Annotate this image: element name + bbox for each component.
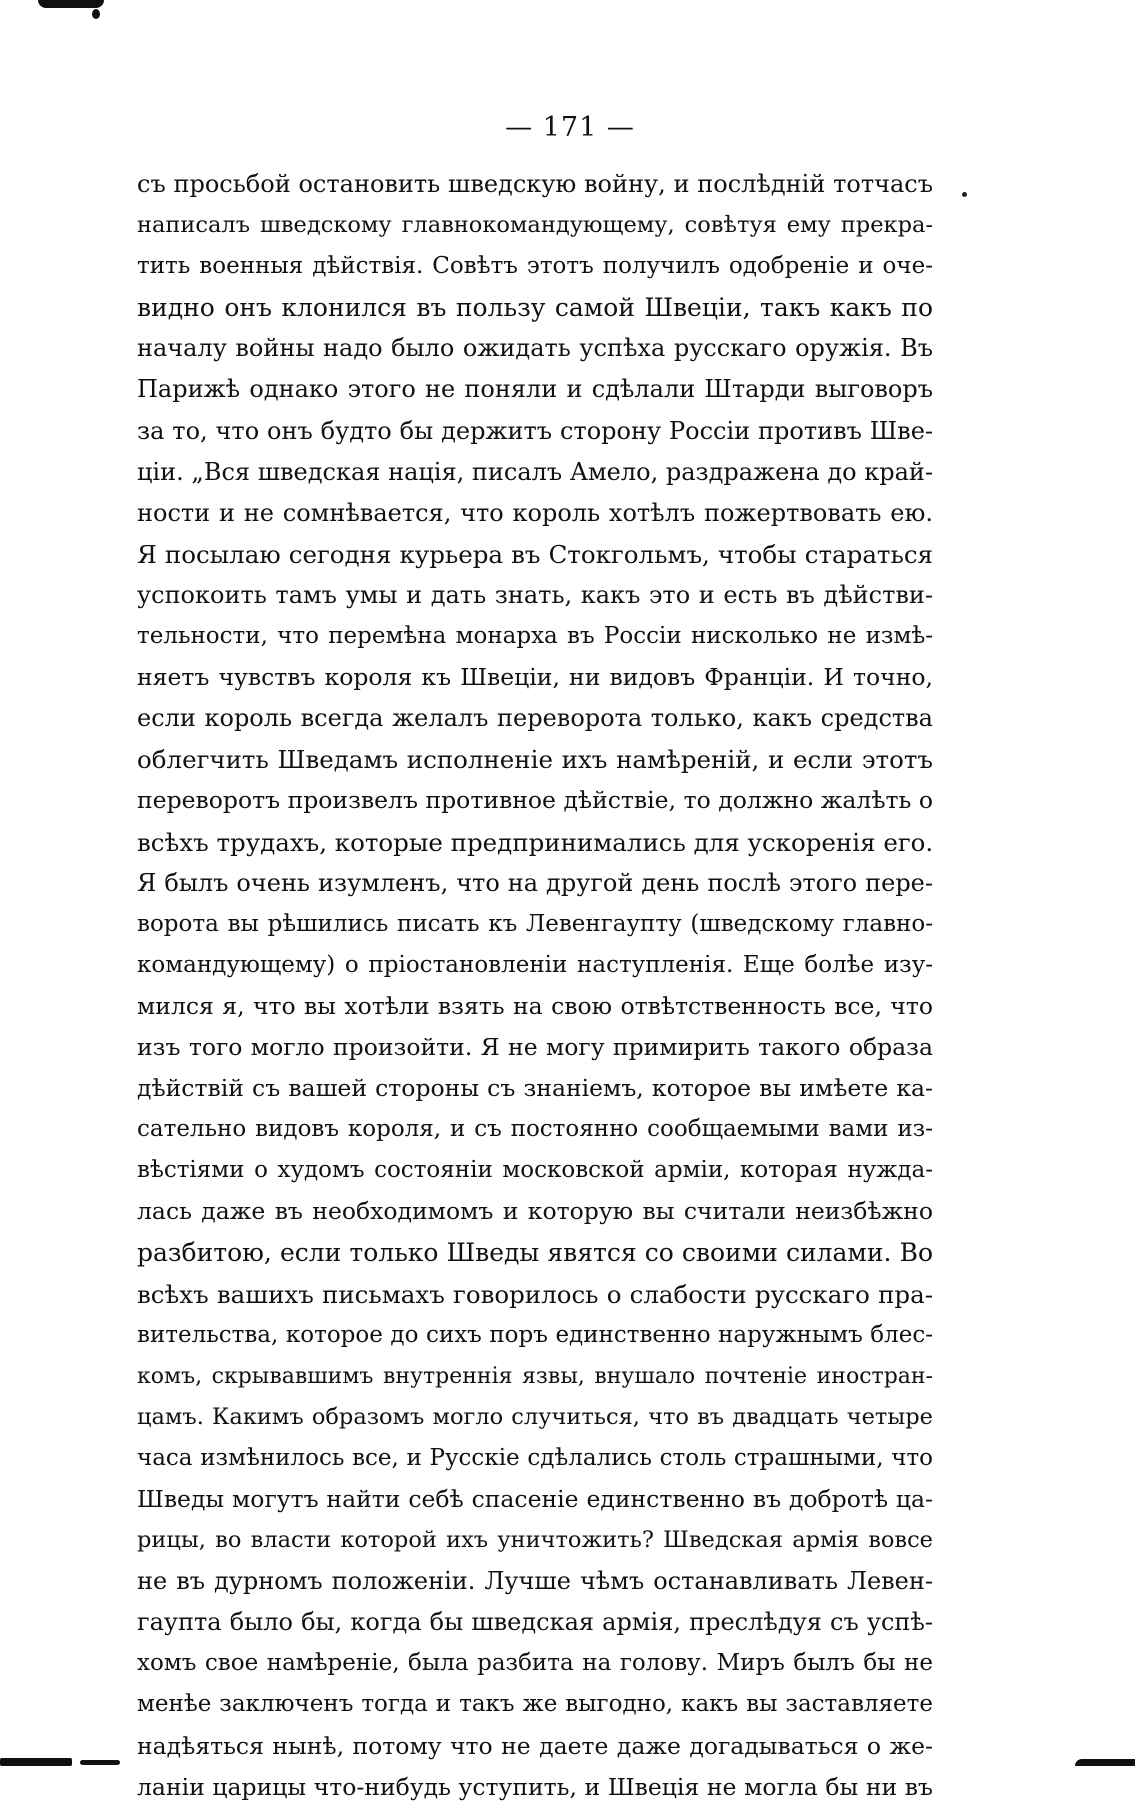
text-line: менѣе заключенъ тогда и такъ же выгодно, какъ вы заставляете bbox=[137, 1691, 933, 1718]
page-number: — 171 — bbox=[505, 112, 635, 143]
text-line: не въ дурномъ положеніи. Лучше чѣмъ останавливать Левен- bbox=[137, 1567, 933, 1596]
text-line: изъ того могло произойти. Я не могу примирить такого образа bbox=[137, 1032, 933, 1061]
text-line: тельности, что перемѣна монарха въ Россіи нисколько не измѣ- bbox=[137, 623, 933, 650]
text-line: надѣяться нынѣ, потому что не даете даже догадываться о же- bbox=[137, 1731, 933, 1760]
text-line: дѣйствій съ вашей стороны съ знаніемъ, которое вы имѣете ка- bbox=[137, 1074, 933, 1103]
scan-ink-smudge bbox=[0, 1758, 72, 1766]
scan-ink-smudge bbox=[38, 0, 104, 8]
text-line: переворотъ произвелъ противное дѣйствіе, то должно жалѣть о bbox=[137, 786, 933, 815]
text-line: видно онъ клонился въ пользу самой Швеціи, такъ какъ по bbox=[137, 293, 933, 323]
text-line: успокоить тамъ умы и дать знать, какъ это и есть въ дѣйстви- bbox=[137, 580, 933, 609]
body-text bbox=[137, 164, 933, 1808]
scan-ink-smudge bbox=[1075, 1759, 1135, 1766]
text-line: ціи. „Вся шведская нація, писалъ Амело, раздражена до край- bbox=[137, 457, 933, 486]
text-line: всѣхъ трудахъ, которые предпринимались для ускоренія его. bbox=[137, 827, 933, 857]
text-line: за то, что онъ будто бы держитъ сторону Россіи противъ Шве- bbox=[137, 416, 933, 445]
text-line: ворота вы рѣшились писать къ Левенгаупту (шведскому главно- bbox=[137, 910, 933, 937]
text-line: всѣхъ вашихъ письмахъ говорилось о слабости русскаго пра- bbox=[137, 1279, 933, 1309]
text-line: хомъ свое намѣреніе, была разбита на голову. Миръ былъ бы не bbox=[137, 1650, 933, 1677]
text-line: если король всегда желалъ переворота только, какъ средства bbox=[137, 704, 933, 733]
scan-ink-smudge bbox=[80, 1760, 120, 1765]
text-line: сательно видовъ короля, и съ постоянно сообщаемыми вами из- bbox=[137, 1116, 933, 1143]
text-line: Я посылаю сегодня курьера въ Стокгольмъ, чтобы стараться bbox=[137, 539, 933, 569]
margin-mark bbox=[962, 192, 967, 197]
text-line: Я былъ очень изумленъ, что на другой день послѣ этого пере- bbox=[137, 868, 933, 897]
text-line: рицы, во власти которой ихъ уничтожить? Шведская армія вовсе bbox=[137, 1527, 933, 1554]
text-line: Парижѣ однако этого не поняли и сдѣлали Штарди выговоръ bbox=[137, 375, 933, 404]
text-line: ности и не сомнѣвается, что король хотѣлъ пожертвовать ею. bbox=[137, 498, 933, 527]
text-line: написалъ шведскому главнокомандующему, совѣтуя ему прекра- bbox=[137, 212, 933, 239]
text-line: вѣстіями о худомъ состояніи московской арміи, которая нужда- bbox=[137, 1157, 933, 1184]
text-line: ланіи царицы что-нибудь уступить, и Швеція не могла бы ни въ bbox=[137, 1772, 933, 1801]
text-line: няетъ чувствъ короля къ Швеціи, ни видовъ Франціи. И точно, bbox=[137, 663, 933, 692]
text-line: разбитою, если только Шведы явятся со своими силами. Во bbox=[137, 1238, 933, 1268]
text-line: цамъ. Какимъ образомъ могло случиться, что въ двадцать четыре bbox=[137, 1403, 933, 1430]
text-line: началу войны надо было ожидать успѣха русскаго оружія. Въ bbox=[137, 334, 933, 363]
scan-ink-smudge bbox=[92, 9, 100, 19]
text-line: облегчить Шведамъ исполненіе ихъ намѣреній, и если этотъ bbox=[137, 745, 933, 775]
text-line: комъ, скрывавшимъ внутреннія язвы, внушало почтеніе иностран- bbox=[137, 1363, 933, 1389]
text-line: лась даже въ необходимомъ и которую вы считали неизбѣжно bbox=[137, 1197, 933, 1226]
text-line: часа измѣнилось все, и Русскіе сдѣлались столь страшными, что bbox=[137, 1444, 933, 1471]
text-line: тить военныя дѣйствія. Совѣтъ этотъ получилъ одобреніе и оче- bbox=[137, 253, 933, 280]
text-line: съ просьбой остановить шведскую войну, и послѣдній тотчасъ bbox=[137, 170, 933, 198]
text-line: Шведы могутъ найти себѣ спасеніе единственно въ добротѣ ца- bbox=[137, 1485, 933, 1513]
text-line: вительства, которое до сихъ поръ единственно наружнымъ блес- bbox=[137, 1321, 933, 1348]
text-line: гаупта было бы, когда бы шведская армія, преслѣдуя съ успѣ- bbox=[137, 1608, 933, 1637]
text-line: командующему) о пріостановленіи наступленія. Еще болѣе изу- bbox=[137, 951, 933, 978]
text-line: мился я, что вы хотѣли взять на свою отвѣтственность все, что bbox=[137, 991, 933, 1020]
